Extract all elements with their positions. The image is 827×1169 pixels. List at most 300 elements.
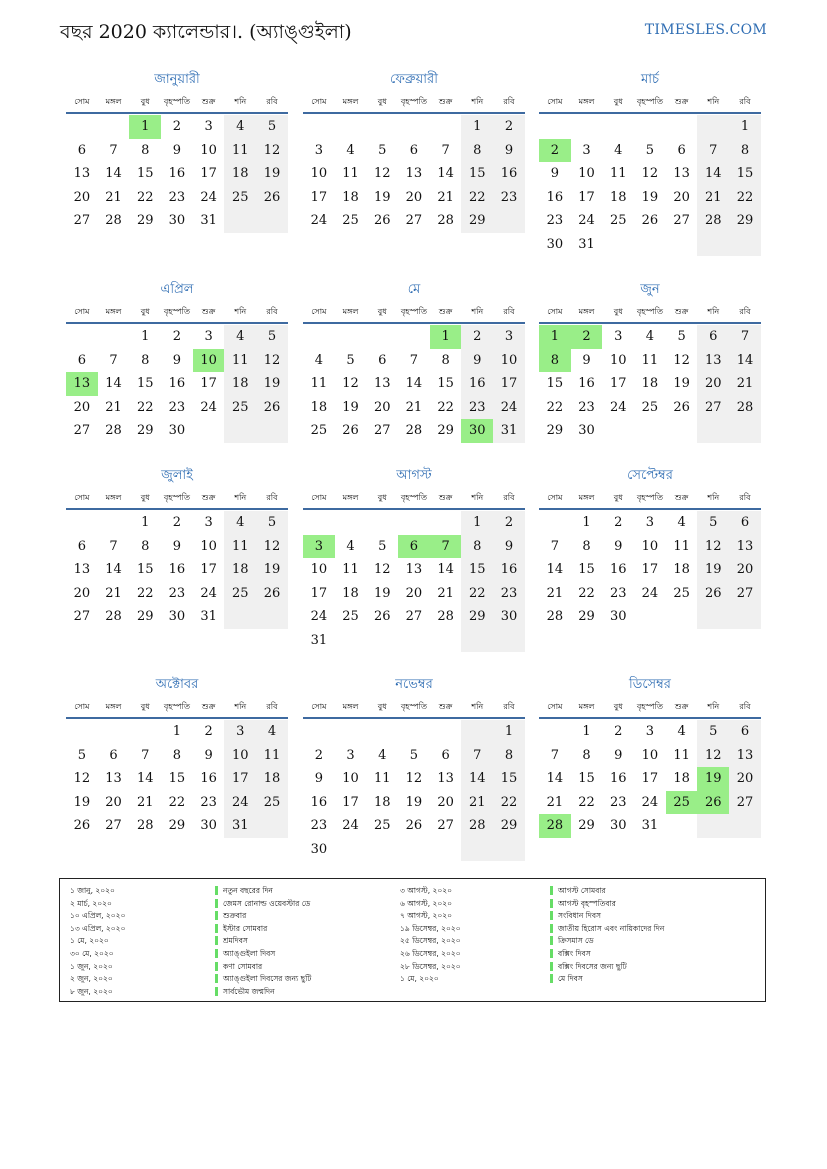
day-cell: 16 (168, 562, 186, 577)
day-cell: 22 (136, 585, 154, 601)
day-cell: 1 (493, 720, 525, 744)
day-cell: 23 (609, 794, 627, 810)
day-cell: 5 (256, 511, 288, 535)
day-cell: 26 (256, 582, 288, 606)
holiday-date: ১ জানু, ২০২০ (70, 886, 115, 895)
day-cell: 24 (224, 791, 256, 815)
empty-day-cell (303, 325, 335, 349)
empty-day-cell (256, 209, 288, 233)
weekday-label: বুধ (613, 702, 623, 711)
empty-day-cell (697, 814, 729, 838)
day-cell: 23 (578, 399, 595, 415)
empty-day-cell (697, 605, 729, 629)
day-cell: 8 (141, 538, 150, 554)
day-cell: 22 (493, 791, 525, 815)
day-cell: 20 (73, 399, 91, 415)
day-cell: 4 (256, 720, 288, 744)
day-cell: 6 (441, 747, 450, 763)
empty-day-cell (666, 605, 698, 629)
day-cell: 23 (609, 585, 627, 601)
day-cell: 30 (200, 818, 217, 833)
weekday-label: শুক্র (438, 307, 453, 316)
empty-day-cell (366, 115, 398, 139)
weekday-label: শুক্র (201, 307, 216, 316)
legend-names-left (215, 885, 311, 998)
day-cell: 3 (645, 515, 655, 530)
empty-day-cell (539, 115, 571, 139)
empty-day-cell (493, 838, 525, 862)
holiday-date: ১৩ এপ্রিল, ২০২০ (70, 923, 126, 933)
day-cell: 22 (461, 582, 493, 606)
day-cell: 7 (109, 352, 118, 368)
day-cell: 12 (673, 352, 690, 368)
legend-row (550, 910, 664, 923)
holiday-day-cell: 30 (461, 419, 493, 443)
holiday-name: আগস্ট সোমবার (550, 886, 606, 895)
empty-day-cell (398, 115, 430, 139)
day-cell: 26 (373, 609, 391, 624)
day-cell: 6 (729, 511, 761, 535)
day-cell: 3 (314, 142, 323, 158)
weekday-label: সোম (74, 307, 90, 316)
day-cell: 30 (609, 609, 627, 624)
day-cell: 28 (437, 609, 454, 624)
holiday-name: বক্সিং দিবসের জন্য ছুটি (550, 962, 627, 971)
day-cell: 9 (314, 771, 323, 786)
weekday-label: মঙ্গল (578, 307, 595, 316)
day-cell: 1 (172, 724, 182, 739)
day-cell: 30 (168, 609, 186, 624)
weekday-label: রবি (503, 97, 515, 106)
day-cell: 13 (729, 535, 761, 559)
day-cell: 30 (168, 213, 186, 228)
empty-day-cell (666, 115, 698, 139)
empty-day-cell (256, 814, 288, 838)
day-grid (539, 114, 761, 256)
legend-row (215, 898, 311, 911)
day-cell: 2 (493, 115, 525, 139)
day-cell: 9 (172, 142, 182, 158)
day-cell: 11 (342, 166, 359, 181)
day-cell: 20 (373, 399, 391, 415)
empty-day-cell (398, 629, 430, 653)
day-cell: 28 (105, 213, 122, 228)
empty-day-cell (666, 419, 698, 443)
day-cell: 1 (141, 329, 150, 344)
day-cell: 26 (342, 423, 359, 438)
day-cell: 3 (493, 325, 525, 349)
day-cell: 9 (550, 166, 559, 181)
day-cell: 17 (200, 166, 217, 181)
day-cell: 24 (641, 794, 659, 810)
day-cell: 31 (310, 632, 328, 648)
legend-row (400, 948, 461, 961)
month-title: ফেব্রুয়ারী (390, 72, 438, 87)
weekday-label: মঙ্গল (578, 493, 595, 502)
day-cell: 4 (378, 747, 387, 763)
holiday-name: মে দিবস (550, 974, 583, 983)
weekday-label: রবি (266, 702, 278, 711)
holiday-name: ক্রিসমাস ডে (550, 936, 594, 945)
day-cell: 29 (136, 609, 154, 624)
day-cell: 8 (172, 747, 182, 763)
empty-day-cell (98, 115, 130, 139)
day-cell: 25 (256, 791, 288, 815)
empty-day-cell (430, 720, 462, 744)
empty-day-cell (335, 115, 367, 139)
day-cell: 17 (224, 767, 256, 791)
day-cell: 12 (641, 166, 659, 181)
day-cell: 30 (546, 236, 564, 252)
day-cell: 28 (105, 423, 122, 438)
day-cell: 15 (136, 166, 154, 181)
day-cell: 2 (172, 329, 182, 344)
page-title: বছর 2020 ক্যালেন্ডার।. (অ্যাঙ্গুইলা) (60, 21, 352, 43)
day-cell: 14 (697, 162, 729, 186)
day-cell: 17 (310, 585, 328, 601)
day-cell: 31 (200, 609, 217, 624)
day-cell: 24 (641, 585, 659, 601)
empty-day-cell (430, 629, 462, 653)
day-cell: 3 (224, 720, 256, 744)
weekday-label: মঙ্গল (105, 97, 122, 106)
holiday-date: ১৯ ডিসেম্বর, ২০২০ (400, 923, 461, 933)
day-cell: 17 (641, 562, 659, 577)
day-cell: 8 (493, 744, 525, 768)
day-cell: 6 (378, 352, 387, 368)
legend-row (550, 898, 664, 911)
weekday-label: বুধ (377, 702, 387, 711)
legend-row (70, 898, 125, 911)
month-calendar (66, 466, 288, 629)
empty-day-cell (129, 720, 161, 744)
day-cell: 22 (168, 794, 186, 810)
month-calendar (303, 675, 525, 861)
day-cell: 3 (614, 329, 623, 344)
empty-day-cell (335, 629, 367, 653)
day-grid (66, 324, 288, 443)
weekday-label: বুধ (377, 493, 387, 502)
legend-row (400, 898, 461, 911)
day-cell: 12 (405, 771, 423, 786)
empty-day-cell (729, 233, 761, 257)
day-cell: 26 (256, 396, 288, 420)
day-cell: 13 (405, 166, 423, 181)
day-cell: 23 (200, 794, 217, 810)
day-cell: 7 (729, 325, 761, 349)
weekday-label: রবি (503, 307, 515, 316)
day-cell: 18 (673, 771, 690, 786)
weekday-label: বৃহস্পতি (163, 702, 190, 711)
day-cell: 11 (224, 349, 256, 373)
day-cell: 21 (105, 399, 122, 415)
holiday-day-cell: 6 (398, 535, 430, 559)
holiday-day-cell: 25 (666, 791, 698, 815)
day-cell: 16 (310, 794, 328, 810)
legend-names-right (550, 885, 664, 986)
holiday-day-cell: 13 (66, 372, 98, 396)
legend-row (215, 948, 311, 961)
day-cell: 24 (200, 585, 217, 601)
holiday-date: ৩ আগস্ট, ২০২০ (400, 886, 453, 895)
day-cell: 30 (609, 818, 627, 833)
day-cell: 20 (729, 558, 761, 582)
weekday-label: বৃহস্পতি (636, 493, 663, 502)
weekday-label: শুক্র (201, 702, 216, 711)
day-cell: 18 (609, 189, 627, 205)
day-cell: 14 (461, 767, 493, 791)
weekday-label: রবি (739, 493, 751, 502)
legend-row (70, 923, 125, 936)
holiday-name: জাতীয় হিরোস এবং নায়িকাদের দিন (550, 924, 664, 933)
day-cell: 20 (729, 767, 761, 791)
empty-day-cell (461, 720, 493, 744)
weekday-label: রবি (503, 702, 515, 711)
day-cell: 5 (256, 115, 288, 139)
weekday-label: মঙ্গল (342, 702, 359, 711)
empty-day-cell (571, 115, 603, 139)
weekday-label: সোম (311, 307, 327, 316)
empty-day-cell (398, 511, 430, 535)
day-cell: 28 (729, 396, 761, 420)
weekday-label: সোম (547, 702, 563, 711)
empty-day-cell (366, 720, 398, 744)
day-cell: 16 (493, 558, 525, 582)
legend-row (215, 986, 311, 999)
weekday-label: রবি (739, 307, 751, 316)
weekday-label: রবি (503, 493, 515, 502)
day-cell: 12 (256, 139, 288, 163)
empty-day-cell (539, 720, 571, 744)
weekday-label: শুক্র (438, 493, 453, 502)
day-cell: 26 (405, 818, 423, 833)
legend-row (550, 973, 664, 986)
weekday-label: বুধ (140, 307, 150, 316)
holiday-day-cell: 1 (539, 325, 571, 349)
day-cell: 21 (546, 794, 564, 810)
weekday-label: শনি (471, 493, 484, 502)
day-cell: 28 (437, 213, 454, 228)
day-cell: 21 (437, 585, 454, 601)
holiday-name: শ্রমদিবস (215, 936, 248, 945)
day-cell: 25 (373, 818, 391, 833)
day-cell: 16 (200, 771, 217, 786)
empty-day-cell (224, 209, 256, 233)
day-cell: 24 (200, 189, 217, 205)
day-cell: 8 (582, 538, 591, 554)
day-cell: 11 (373, 771, 391, 786)
month-title: নভেম্বর (395, 677, 433, 692)
weekday-label: বুধ (613, 307, 623, 316)
holiday-name: নতুন বছরের দিন (215, 886, 273, 895)
day-cell: 18 (256, 767, 288, 791)
day-cell: 23 (168, 189, 186, 205)
empty-day-cell (303, 720, 335, 744)
day-cell: 29 (578, 818, 595, 833)
day-cell: 13 (73, 166, 91, 181)
empty-day-cell (398, 325, 430, 349)
empty-day-cell (66, 511, 98, 535)
weekday-label: সোম (311, 493, 327, 502)
day-cell: 4 (645, 329, 655, 344)
day-cell: 16 (493, 162, 525, 186)
empty-day-cell (335, 325, 367, 349)
day-cell: 16 (168, 166, 186, 181)
legend-row (70, 973, 125, 986)
weekday-label: শনি (707, 307, 720, 316)
weekday-label: মঙ্গল (105, 307, 122, 316)
weekday-header (66, 486, 288, 510)
holiday-date: ১ জুন, ২০২০ (70, 961, 113, 971)
day-cell: 17 (342, 794, 359, 810)
day-cell: 10 (200, 538, 217, 554)
day-cell: 28 (697, 209, 729, 233)
day-cell: 23 (168, 399, 186, 415)
day-cell: 30 (578, 423, 595, 438)
holiday-name: অ্যাঙ্গুইলা দিবস (215, 949, 275, 958)
day-cell: 31 (200, 213, 217, 228)
weekday-header (303, 300, 525, 324)
day-cell: 24 (310, 213, 328, 228)
weekday-label: শুক্র (438, 702, 453, 711)
day-cell: 28 (405, 423, 423, 438)
day-cell: 15 (437, 376, 454, 391)
day-cell: 7 (697, 139, 729, 163)
day-cell: 10 (310, 166, 328, 181)
holiday-day-cell: 26 (697, 791, 729, 815)
day-cell: 9 (204, 747, 213, 763)
empty-day-cell (335, 511, 367, 535)
day-cell: 3 (645, 724, 655, 739)
day-cell: 15 (578, 562, 595, 577)
day-cell: 7 (461, 744, 493, 768)
day-cell: 31 (493, 419, 525, 443)
day-cell: 29 (136, 423, 154, 438)
brand-link[interactable]: TIMESLES.COM (644, 22, 767, 38)
empty-day-cell (303, 511, 335, 535)
weekday-label: শুক্র (674, 307, 689, 316)
legend-row (400, 923, 461, 936)
weekday-label: বৃহস্পতি (163, 97, 190, 106)
weekday-label: বৃহস্পতি (163, 307, 190, 316)
day-cell: 21 (437, 189, 454, 205)
empty-day-cell (729, 605, 761, 629)
day-cell: 4 (224, 115, 256, 139)
empty-day-cell (430, 838, 462, 862)
holiday-day-cell: 19 (697, 767, 729, 791)
day-grid (66, 510, 288, 629)
day-cell: 10 (578, 166, 595, 181)
weekday-label: রবি (266, 97, 278, 106)
day-cell: 14 (136, 771, 154, 786)
day-cell: 15 (168, 771, 186, 786)
day-cell: 27 (105, 818, 122, 833)
day-cell: 27 (73, 423, 91, 438)
legend-row (70, 910, 125, 923)
day-cell: 30 (310, 841, 328, 857)
day-cell: 6 (677, 142, 686, 158)
empty-day-cell (697, 233, 729, 257)
empty-day-cell (66, 115, 98, 139)
day-cell: 23 (546, 213, 564, 228)
day-cell: 10 (310, 562, 328, 577)
day-cell: 4 (677, 724, 686, 739)
day-cell: 14 (105, 166, 122, 181)
month-calendar (539, 70, 761, 256)
empty-day-cell (66, 325, 98, 349)
weekday-label: সোম (547, 307, 563, 316)
month-calendar (66, 70, 288, 233)
weekday-header (539, 90, 761, 114)
empty-day-cell (256, 419, 288, 443)
day-cell: 27 (73, 213, 91, 228)
holiday-name: বক্সিং দিবস (550, 949, 591, 958)
holiday-name: সংবিধান দিবস (550, 911, 601, 920)
holiday-date: ২৮ ডিসেম্বর, ২০২০ (400, 961, 461, 971)
day-cell: 13 (73, 562, 91, 577)
day-cell: 20 (437, 794, 454, 810)
day-cell: 12 (373, 562, 391, 577)
day-cell: 6 (77, 352, 86, 368)
weekday-label: সোম (74, 702, 90, 711)
empty-day-cell (66, 720, 98, 744)
day-cell: 17 (200, 562, 217, 577)
day-cell: 8 (441, 352, 450, 368)
day-cell: 4 (224, 325, 256, 349)
day-cell: 27 (729, 582, 761, 606)
weekday-label: মঙ্গল (342, 493, 359, 502)
legend-row (70, 935, 125, 948)
empty-day-cell (430, 115, 462, 139)
legend-row (215, 923, 311, 936)
day-cell: 9 (582, 352, 591, 368)
day-cell: 13 (373, 376, 391, 391)
empty-day-cell (602, 419, 634, 443)
legend-row (550, 935, 664, 948)
day-cell: 29 (546, 423, 564, 438)
legend-row (550, 885, 664, 898)
day-cell: 7 (109, 538, 118, 554)
day-cell: 16 (609, 562, 627, 577)
day-cell: 24 (493, 396, 525, 420)
day-cell: 5 (677, 329, 686, 344)
day-cell: 29 (437, 423, 454, 438)
day-cell: 13 (437, 771, 454, 786)
day-cell: 1 (582, 515, 591, 530)
day-cell: 21 (729, 372, 761, 396)
holiday-date: ২ জুন, ২০২০ (70, 974, 113, 984)
day-cell: 11 (256, 744, 288, 768)
day-cell: 14 (437, 166, 454, 181)
holiday-date: ২ মার্চ, ২০২০ (70, 898, 112, 908)
empty-day-cell (366, 629, 398, 653)
weekday-label: বুধ (613, 493, 623, 502)
day-cell: 2 (172, 119, 182, 134)
day-cell: 3 (204, 119, 213, 134)
day-grid (303, 510, 525, 652)
day-cell: 19 (697, 558, 729, 582)
day-cell: 22 (437, 399, 454, 415)
day-cell: 8 (461, 139, 493, 163)
weekday-label: বৃহস্পতি (400, 307, 427, 316)
legend-row (400, 910, 461, 923)
legend-row (70, 948, 125, 961)
day-cell: 12 (73, 771, 91, 786)
day-cell: 27 (673, 213, 690, 228)
empty-day-cell (493, 209, 525, 233)
day-cell: 20 (105, 794, 122, 810)
day-cell: 5 (409, 747, 419, 763)
